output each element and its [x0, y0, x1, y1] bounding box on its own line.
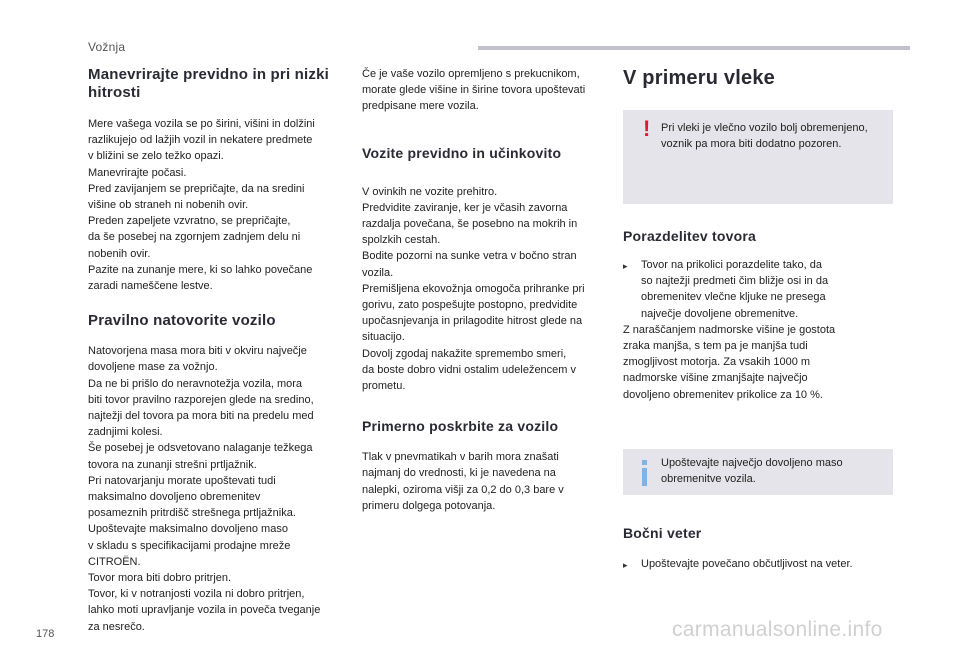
column-left: [88, 66, 350, 635]
info-note-text: Upoštevajte največjo dovoljeno maso obremenitve vozila.: [661, 456, 843, 485]
bullet-tovor-text: Tovor na prikolici porazdelite tako, da so najtežji predmeti čim bližje osi in da obremenitev vlečne kljuke ne presega največje dovoljene obremenitve.: [641, 259, 829, 320]
heading-bocni-veter: Bočni veter: [623, 524, 702, 541]
column-right: [623, 66, 893, 573]
bullet-veter: [623, 556, 893, 573]
heading-porazdelitev: Porazdelitev tovora: [623, 228, 756, 244]
bullet-tovor: [623, 257, 893, 322]
heading-manevrirajte: Manevrirajte previdno in pri nizki hitrosti: [88, 66, 330, 101]
heading-natovorite: Pravilno natovorite vozilo: [88, 312, 276, 330]
warning-icon: !: [643, 116, 651, 141]
heading-vleka: V primeru vleke: [623, 67, 775, 89]
info-note: [623, 449, 893, 495]
paragraph-natovorite: Natovorjena masa mora biti v okviru največje dovoljene mase za vožnjo. Da ne bi prišlo do neravnotežja vozila, mora biti tovor pravilno razporejen glede na sredino, najtežji del tovora pa mora biti na predelu med zadnjimi kolesi. Še posebej je odsvetovano nalaganje težkega tovora na zunanji strešni prtljažnik. Pri natovarjanju morate upoštevati tudi maksimalno dovoljeno obremenitev posameznih pritrdišč strešnega prtljažnika. Upoštevajte maksimalno dovoljeno maso v skladu s specifikacijami prodajne mreže CITROËN. Tovor mora biti dobro pritrjen. Tovor, ki v notranjosti vozila ni dobro pritrjen, lahko moti upravljanje vozila in poveča tveganje za nesrečo.: [88, 345, 321, 633]
page-number: 178: [36, 628, 55, 640]
warning-note-text: Pri vleki je vlečno vozilo bolj obremenjeno, voznik pa mora biti dodatno pozoren.: [661, 122, 868, 150]
paragraph-visina: Z naraščanjem nadmorske višine je gostota zraka manjša, s tem pa je manjša tudi zmogljivost motorja. Za vsakih 1000 m nadmorske višine zmanjšajte največjo dovoljeno obremenitev prikolice za 10 %.: [623, 323, 836, 401]
header-bar: [478, 46, 910, 50]
info-icon: [637, 460, 651, 486]
heading-vozite: Vozite previdno in učinkovito: [362, 144, 562, 161]
warning-note: [623, 110, 893, 204]
bullet-veter-text: Upoštevajte povečano občutljivost na veter.: [641, 557, 853, 570]
bullet-arrow-icon: ▸: [623, 261, 628, 271]
paragraph-vozite: V ovinkih ne vozite prehitro. Predvidite zaviranje, ker je včasih zavorna razdalja povečana, še posebno na mokrih in spolzkih cestah. Bodite pozorni na sunke vetra v bočno stran vozila. Premišljena ekovožnja omogoča prihranke pri gorivu, zato pospešujte postopno, predvidite upočasnjevanja in prilagodite hitrost glede na situacijo. Dovolj zgodaj nakažite spremembo smeri, da boste dobro vidni ostalim udeležencem v prometu.: [362, 185, 585, 393]
bullet-arrow-icon: ▸: [623, 559, 628, 570]
paragraph-prekucnik: Če je vaše vozilo opremljeno s prekucnikom, morate glede višine in širine tovora upoštevati predpisane mere vozila.: [362, 68, 586, 113]
heading-poskrbite: Primerno poskrbite za vozilo: [362, 418, 559, 435]
watermark: carmanualsonline.info: [672, 618, 883, 641]
column-middle: [362, 66, 612, 514]
paragraph-poskrbite: Tlak v pnevmatikah v barih mora znašati najmanj do vrednosti, ki je navedena na nalepki, oziroma višji za 0,2 do 0,3 bare v primeru dolgega potovanja.: [362, 451, 564, 512]
section-label: Vožnja: [88, 40, 126, 54]
paragraph-manevrirajte: Mere vašega vozila se po širini, višini in dolžini razlikujejo od lažjih vozil in nekatere predmete v bližini se zelo težko opazi. Manevrirajte počasi. Pred zavijanjem se prepričajte, da na sredini višine ob straneh ni nobenih ovir. Preden zapeljete vzvratno, se prepričajte, da še posebej na zgornjem zadnjem delu ni nobenih ovir. Pazite na zunanje mere, ki so lahko povečane zaradi nameščene lestve.: [88, 118, 315, 293]
